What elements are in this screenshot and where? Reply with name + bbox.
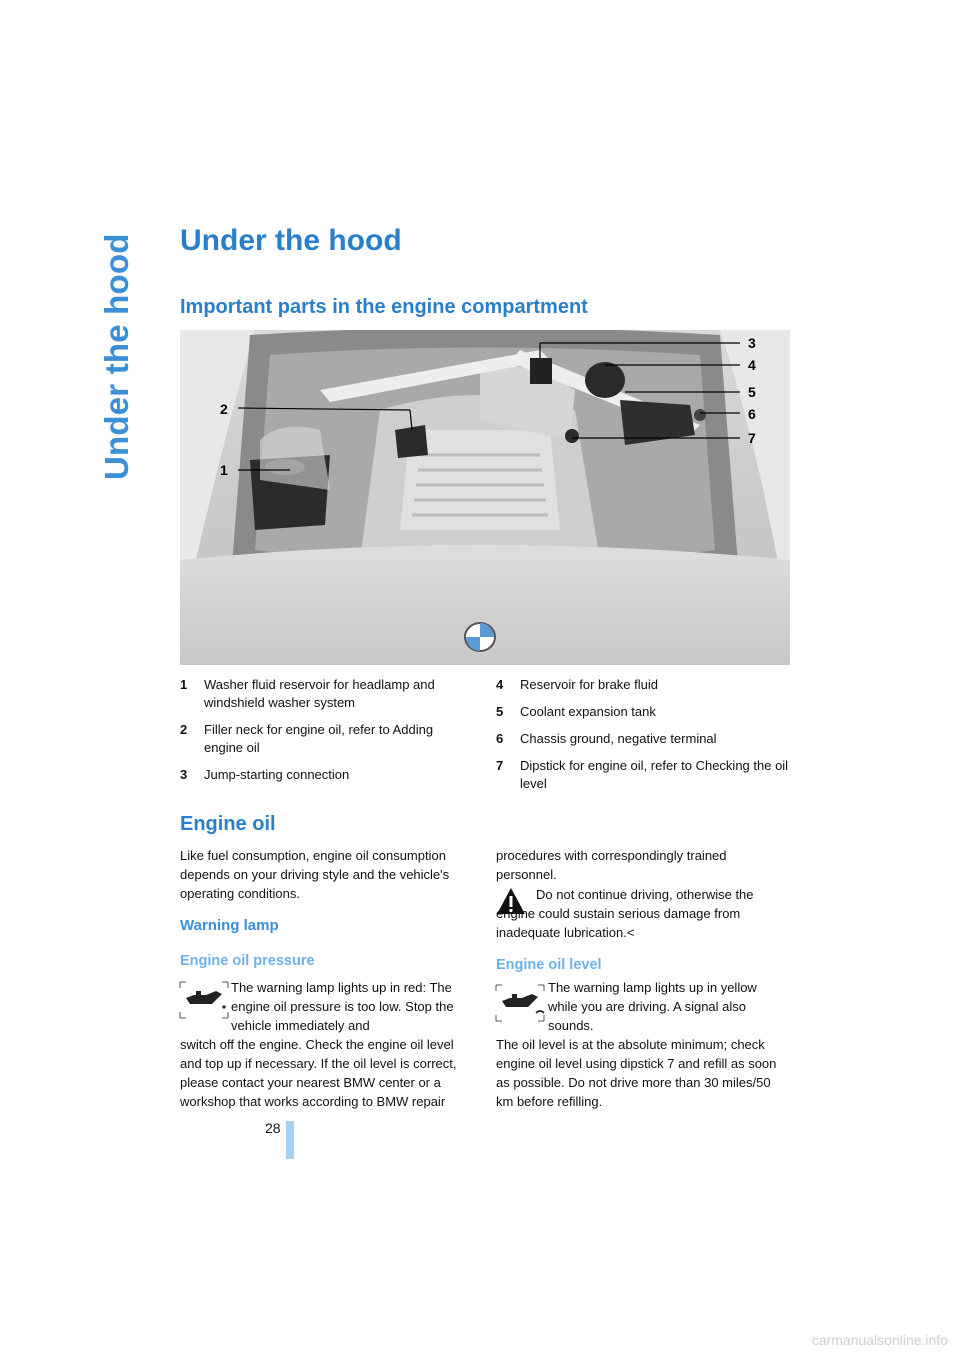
oil-pressure-heading: Engine oil pressure xyxy=(180,953,315,969)
legend-num: 5 xyxy=(496,704,504,719)
legend-right xyxy=(496,676,796,802)
page-number-bar xyxy=(286,1121,294,1159)
oil-level-heading: Engine oil level xyxy=(496,957,602,973)
legend-text: Chassis ground, negative terminal xyxy=(520,731,717,746)
legend-num: 4 xyxy=(496,677,504,692)
legend-num: 7 xyxy=(496,758,504,773)
legend-item xyxy=(496,757,796,793)
legend-item xyxy=(496,703,796,721)
legend-item xyxy=(496,676,796,694)
warning-lamp-heading: Warning lamp xyxy=(180,917,279,934)
caution-text xyxy=(496,885,786,942)
engine-oil-intro: Like fuel consumption, engine oil consumption depends on your driving style and the vehicle's operating conditions. xyxy=(180,848,450,901)
legend-text: Reservoir for brake fluid xyxy=(520,677,658,692)
legend-num: 1 xyxy=(180,677,188,692)
legend-text: Jump-starting connection xyxy=(204,767,350,782)
page-title: Under the hood xyxy=(180,224,402,257)
oil-level-lamp-icon xyxy=(492,983,550,1023)
legend-num: 2 xyxy=(180,722,188,737)
end-mark: < xyxy=(626,925,635,940)
legend-item xyxy=(180,676,470,712)
level-rest-text: The oil level is at the absolute minimum; check engine oil level using dipstick 7 and refill as soon as possible. Do not drive more than 30 miles/50 km before refilling. xyxy=(496,1037,777,1109)
legend-text: Dipstick for engine oil, refer to Checking the oil level xyxy=(520,758,789,791)
callout-1: 1 xyxy=(220,462,228,478)
callout-3: 3 xyxy=(748,335,756,351)
section-heading-engine-oil: Engine oil xyxy=(180,813,276,835)
legend-text: Washer fluid reservoir for headlamp and windshield washer system xyxy=(204,677,435,710)
callout-5: 5 xyxy=(748,384,756,400)
side-tab-label: Under the hood xyxy=(98,233,135,480)
engine-compartment-photo xyxy=(180,330,790,665)
callout-7: 7 xyxy=(748,430,756,446)
section-heading-parts: Important parts in the engine compartment xyxy=(180,296,588,318)
legend-num: 3 xyxy=(180,767,188,782)
legend-text: Filler neck for engine oil, refer to Adding engine oil xyxy=(204,722,434,755)
callout-4: 4 xyxy=(748,357,756,373)
legend-item xyxy=(180,766,470,784)
legend-left xyxy=(180,676,470,793)
legend-text: Coolant expansion tank xyxy=(520,704,656,719)
callout-2: 2 xyxy=(220,401,228,417)
oil-pressure-lamp-icon xyxy=(176,980,234,1020)
legend-item xyxy=(496,730,796,748)
watermark: carmanualsonline.info xyxy=(811,1332,948,1348)
callout-6: 6 xyxy=(748,406,756,422)
pressure-rest-text: switch off the engine. Check the engine oil level and top up if necessary. If the oil level is correct, please contact your nearest BMW center or a workshop that works according to BMW repair xyxy=(180,1037,457,1109)
legend-num: 6 xyxy=(496,731,504,746)
pressure-lamp-text: The warning lamp lights up in red: The engine oil pressure is too low. Stop the vehicle immediately and xyxy=(231,980,454,1033)
level-lamp-text: The warning lamp lights up in yellow while you are driving. A signal also sounds. xyxy=(548,980,757,1033)
caution-body: Do not continue driving, otherwise the engine could sustain serious damage from inadequate lubrication. xyxy=(496,887,754,940)
legend-item xyxy=(180,721,470,757)
page-number: 28 xyxy=(265,1120,281,1136)
side-tab xyxy=(98,230,150,490)
right-continuation: procedures with correspondingly trained personnel. xyxy=(496,848,727,882)
